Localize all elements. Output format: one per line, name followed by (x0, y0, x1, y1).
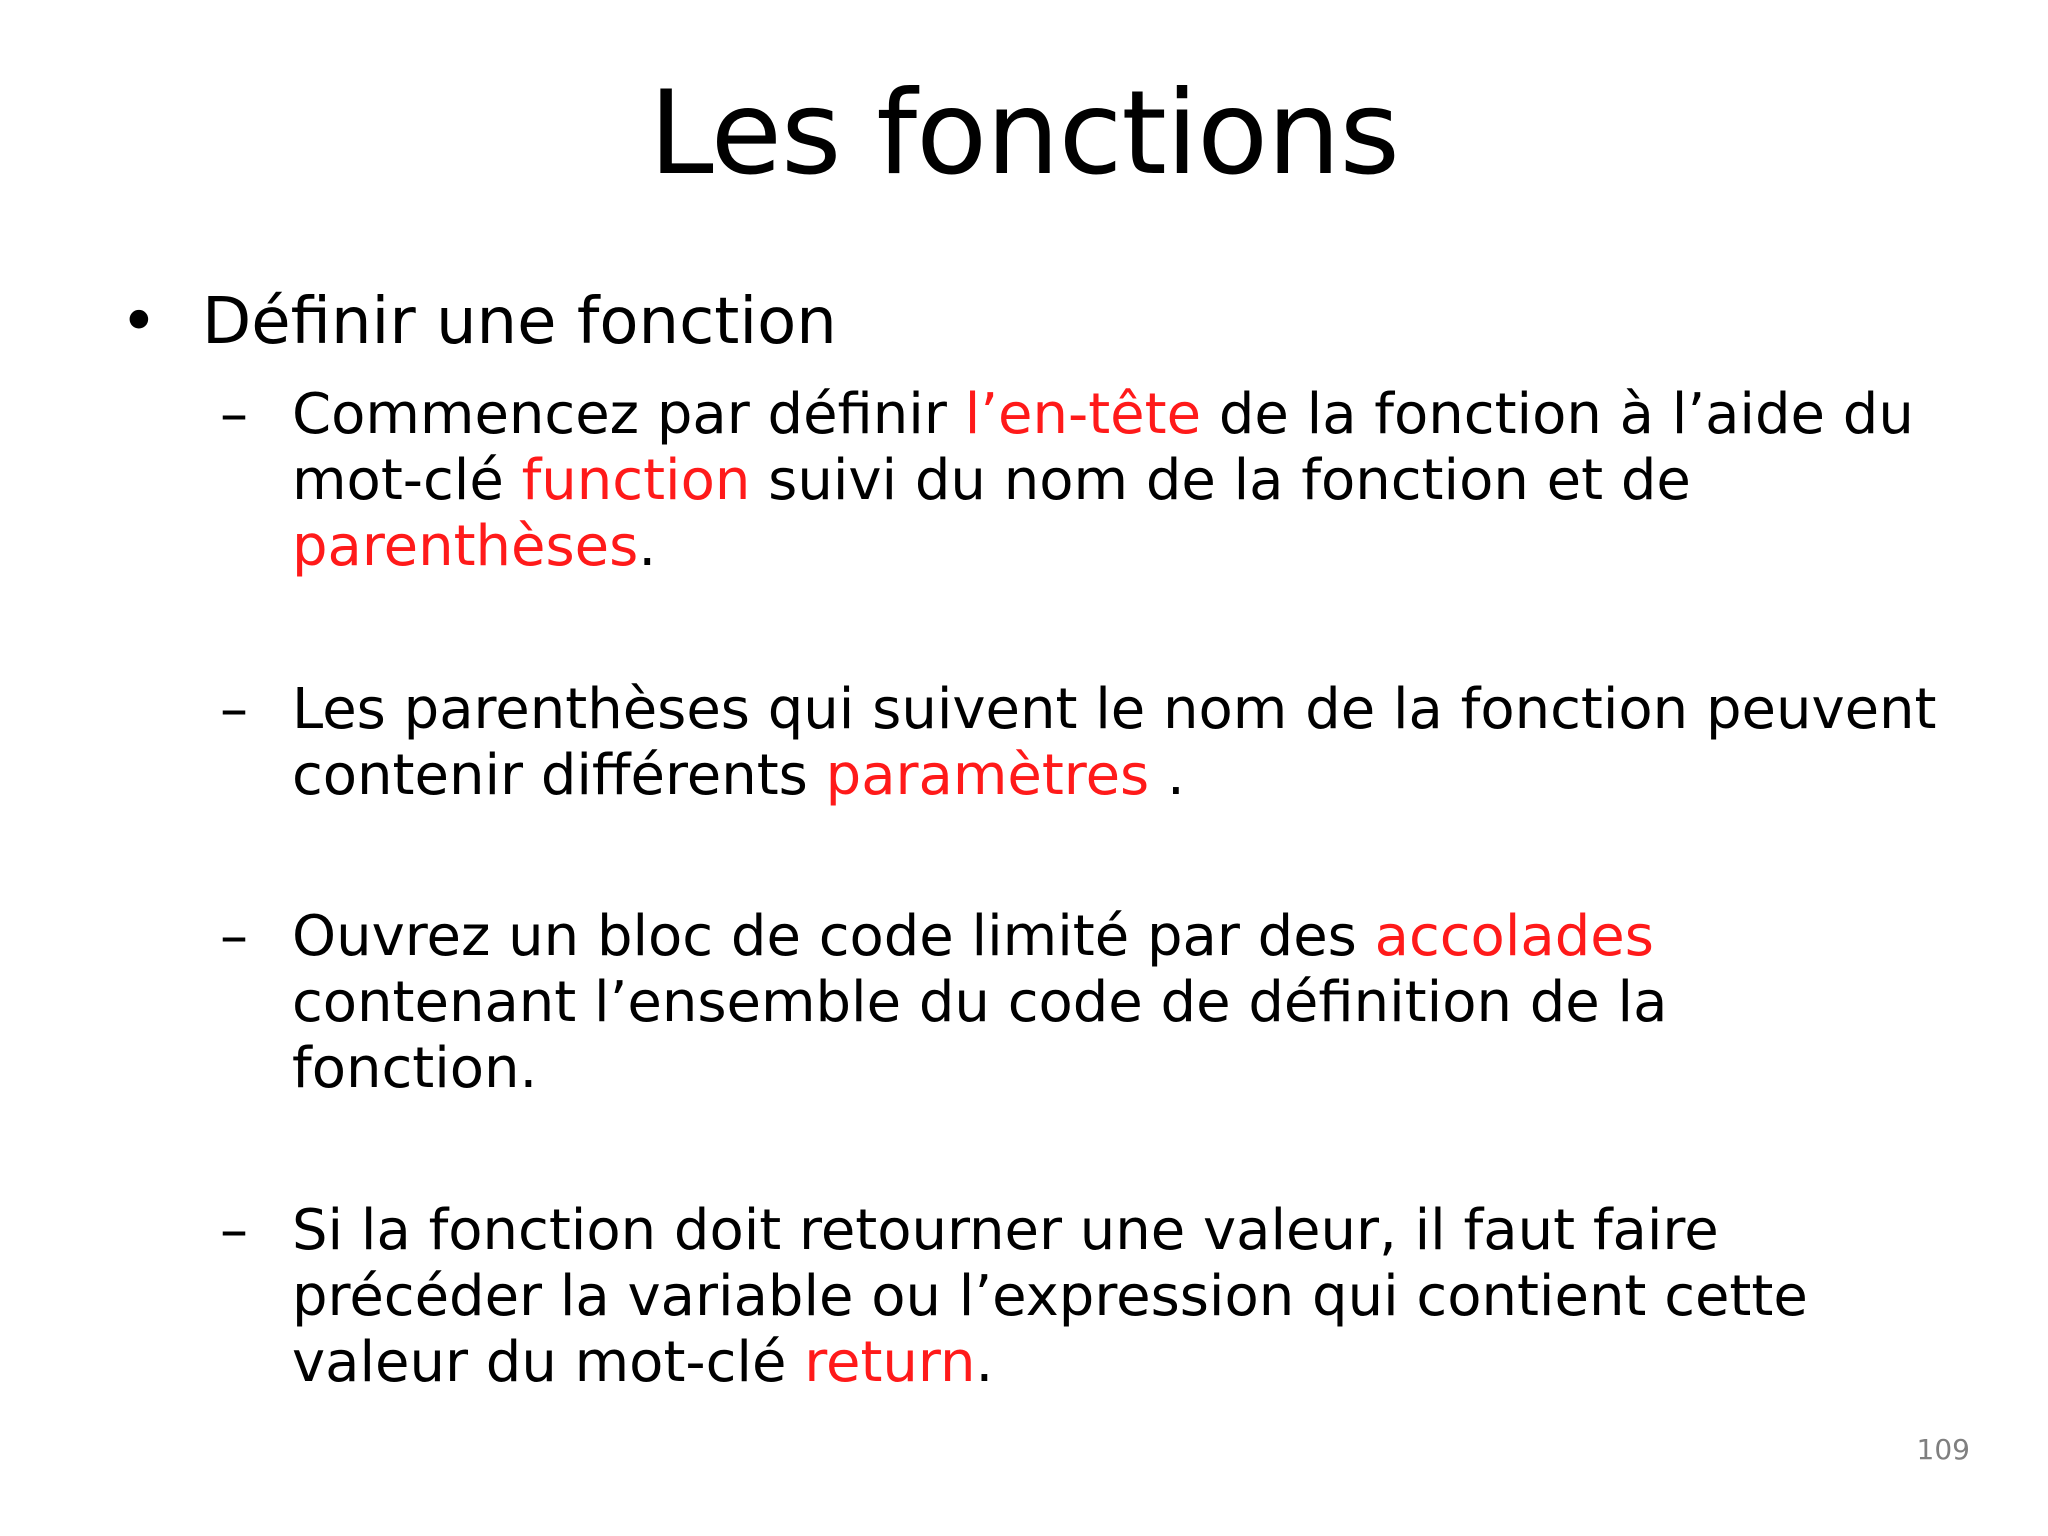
text-line (292, 1264, 1920, 1330)
sub-item-code-block (220, 904, 1920, 1102)
sub-item-return (220, 1198, 1920, 1396)
text-fragment: valeur du mot-clé (292, 1330, 805, 1395)
text-line (292, 677, 1937, 743)
text-fragment: Si la fonction doit retourner une valeur, il faut faire (292, 1198, 1719, 1263)
highlight-text: l’en-tête (964, 382, 1202, 447)
sub-item-text (292, 904, 1920, 1102)
text-fragment: contenir différents (292, 743, 826, 808)
text-fragment: Commencez par définir (292, 382, 965, 447)
main-bullet (120, 282, 837, 362)
text-fragment: précéder la variable ou l’expression qui contient cette (292, 1264, 1808, 1329)
text-fragment: contenant l’ensemble du code de définition de la (292, 970, 1668, 1035)
sub-item-parameters (220, 677, 1937, 809)
text-fragment: . (975, 1330, 994, 1395)
dash-marker: – (220, 904, 248, 969)
sub-item-text (292, 382, 1920, 580)
highlight-text: parenthèses (292, 514, 639, 579)
highlight-text: paramètres (825, 743, 1150, 808)
text-fragment: suivi du nom de la fonction et de (750, 448, 1691, 513)
text-line (292, 514, 1920, 580)
text-line (292, 1198, 1920, 1264)
text-fragment: . (1149, 743, 1185, 808)
text-line (292, 904, 1920, 970)
slide-number: 109 (1916, 1433, 1970, 1466)
highlight-text: return (804, 1330, 976, 1395)
text-line (292, 970, 1920, 1036)
sub-item-text (292, 1198, 1920, 1396)
sub-item-text (292, 677, 1937, 809)
highlight-text: function (521, 448, 751, 513)
text-line (292, 1330, 1920, 1396)
text-fragment: . (638, 514, 657, 579)
text-fragment: mot-clé (292, 448, 522, 513)
main-bullet-text: Définir une fonction (202, 285, 837, 359)
text-fragment: fonction. (292, 1036, 538, 1101)
bullet-dot: • (120, 285, 158, 359)
text-line (292, 382, 1920, 448)
highlight-text: accolades (1374, 904, 1654, 969)
dash-marker: – (220, 1198, 248, 1263)
text-fragment: Ouvrez un bloc de code limité par des (292, 904, 1375, 969)
sub-item-header-definition (220, 382, 1920, 580)
text-line (292, 743, 1920, 809)
text-line (292, 1036, 1920, 1102)
slide-title: Les fonctions (648, 66, 1399, 201)
dash-marker: – (220, 677, 248, 742)
dash-marker: – (220, 382, 248, 447)
text-fragment: Les parenthèses qui suivent le nom de la fonction peuvent (292, 677, 1937, 742)
text-fragment: de la fonction à l’aide du (1201, 382, 1914, 447)
text-line (292, 448, 1920, 514)
